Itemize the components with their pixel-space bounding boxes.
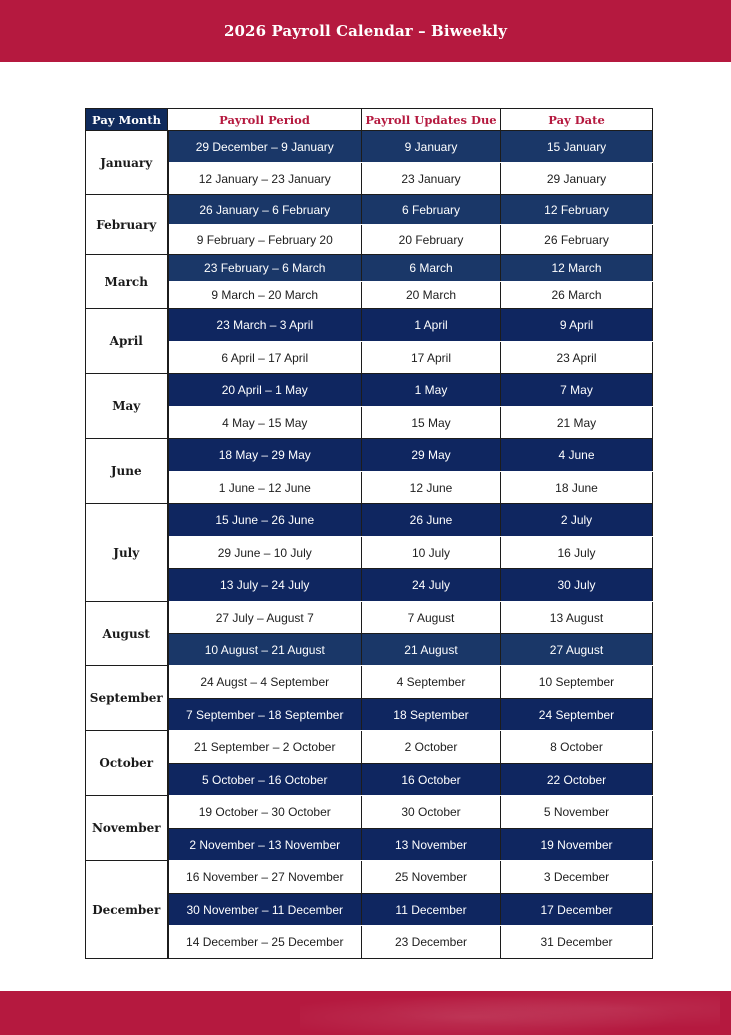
updates-due-cell: 20 February xyxy=(362,225,501,255)
footer-band xyxy=(0,991,731,1035)
updates-due-cell: 4 September xyxy=(362,666,501,699)
table-row xyxy=(86,342,653,374)
table-row xyxy=(86,407,653,439)
table-row xyxy=(86,504,653,537)
pay-date-cell: 17 December xyxy=(501,894,653,926)
page-title: 2026 Payroll Calendar – Biweekly xyxy=(223,22,508,40)
table-row xyxy=(86,731,653,764)
column-header-pay-month: Pay Month xyxy=(86,109,168,131)
month-label: October xyxy=(86,731,168,796)
table-row xyxy=(86,282,653,309)
updates-due-cell: 6 March xyxy=(362,255,501,282)
pay-date-cell: 21 May xyxy=(501,407,653,439)
month-label: November xyxy=(86,796,168,861)
table-row xyxy=(86,439,653,472)
table-row xyxy=(86,537,653,569)
payroll-period-cell: 5 October – 16 October xyxy=(168,764,362,796)
table-row xyxy=(86,309,653,342)
payroll-calendar-table xyxy=(85,108,653,959)
table-row xyxy=(86,699,653,731)
payroll-period-cell: 30 November – 11 December xyxy=(168,894,362,926)
table-row xyxy=(86,926,653,959)
payroll-period-cell: 12 January – 23 January xyxy=(168,163,362,195)
pay-date-cell: 22 October xyxy=(501,764,653,796)
pay-date-cell: 12 March xyxy=(501,255,653,282)
updates-due-cell: 25 November xyxy=(362,861,501,894)
pay-date-cell: 27 August xyxy=(501,634,653,666)
payroll-period-cell: 20 April – 1 May xyxy=(168,374,362,407)
updates-due-cell: 16 October xyxy=(362,764,501,796)
table-row xyxy=(86,131,653,163)
header-banner xyxy=(0,0,731,62)
column-header-updates-due: Payroll Updates Due xyxy=(362,109,501,131)
table-row xyxy=(86,829,653,861)
updates-due-cell: 18 September xyxy=(362,699,501,731)
pay-date-cell: 13 August xyxy=(501,602,653,634)
footer-texture xyxy=(300,991,720,1035)
payroll-period-cell: 21 September – 2 October xyxy=(168,731,362,764)
updates-due-cell: 11 December xyxy=(362,894,501,926)
column-header-pay-date: Pay Date xyxy=(501,109,653,131)
month-label: July xyxy=(86,504,168,602)
month-label: August xyxy=(86,602,168,666)
updates-due-cell: 9 January xyxy=(362,131,501,163)
pay-date-cell: 12 February xyxy=(501,195,653,225)
updates-due-cell: 10 July xyxy=(362,537,501,569)
updates-due-cell: 23 December xyxy=(362,926,501,959)
table-row xyxy=(86,861,653,894)
table-row xyxy=(86,894,653,926)
payroll-period-cell: 27 July – August 7 xyxy=(168,602,362,634)
payroll-period-cell: 7 September – 18 September xyxy=(168,699,362,731)
month-label: January xyxy=(86,131,168,195)
pay-date-cell: 29 January xyxy=(501,163,653,195)
updates-due-cell: 12 June xyxy=(362,472,501,504)
pay-date-cell: 2 July xyxy=(501,504,653,537)
updates-due-cell: 24 July xyxy=(362,569,501,602)
updates-due-cell: 17 April xyxy=(362,342,501,374)
month-label: June xyxy=(86,439,168,504)
month-label: December xyxy=(86,861,168,959)
updates-due-cell: 13 November xyxy=(362,829,501,861)
payroll-period-cell: 26 January – 6 February xyxy=(168,195,362,225)
pay-date-cell: 9 April xyxy=(501,309,653,342)
payroll-period-cell: 29 December – 9 January xyxy=(168,131,362,163)
updates-due-cell: 15 May xyxy=(362,407,501,439)
pay-date-cell: 8 October xyxy=(501,731,653,764)
pay-date-cell: 15 January xyxy=(501,131,653,163)
updates-due-cell: 2 October xyxy=(362,731,501,764)
payroll-period-cell: 10 August – 21 August xyxy=(168,634,362,666)
payroll-period-cell: 23 March – 3 April xyxy=(168,309,362,342)
table-row xyxy=(86,163,653,195)
updates-due-cell: 6 February xyxy=(362,195,501,225)
table-row xyxy=(86,195,653,225)
pay-date-cell: 3 December xyxy=(501,861,653,894)
updates-due-cell: 30 October xyxy=(362,796,501,829)
table-row xyxy=(86,374,653,407)
pay-date-cell: 24 September xyxy=(501,699,653,731)
pay-date-cell: 16 July xyxy=(501,537,653,569)
pay-date-cell: 19 November xyxy=(501,829,653,861)
pay-date-cell: 26 March xyxy=(501,282,653,309)
table-row xyxy=(86,225,653,255)
table-row xyxy=(86,666,653,699)
table-row xyxy=(86,255,653,282)
payroll-period-cell: 18 May – 29 May xyxy=(168,439,362,472)
table-row xyxy=(86,569,653,602)
pay-date-cell: 5 November xyxy=(501,796,653,829)
pay-date-cell: 18 June xyxy=(501,472,653,504)
month-label: March xyxy=(86,255,168,309)
payroll-period-cell: 1 June – 12 June xyxy=(168,472,362,504)
payroll-period-cell: 29 June – 10 July xyxy=(168,537,362,569)
month-label: April xyxy=(86,309,168,374)
pay-date-cell: 4 June xyxy=(501,439,653,472)
pay-date-cell: 30 July xyxy=(501,569,653,602)
pay-date-cell: 10 September xyxy=(501,666,653,699)
pay-date-cell: 23 April xyxy=(501,342,653,374)
table-row xyxy=(86,602,653,634)
updates-due-cell: 26 June xyxy=(362,504,501,537)
month-label: September xyxy=(86,666,168,731)
payroll-period-cell: 14 December – 25 December xyxy=(168,926,362,959)
updates-due-cell: 21 August xyxy=(362,634,501,666)
updates-due-cell: 7 August xyxy=(362,602,501,634)
updates-due-cell: 23 January xyxy=(362,163,501,195)
month-label: February xyxy=(86,195,168,255)
payroll-period-cell: 13 July – 24 July xyxy=(168,569,362,602)
payroll-period-cell: 24 Augst – 4 September xyxy=(168,666,362,699)
table-body xyxy=(86,131,653,959)
updates-due-cell: 20 March xyxy=(362,282,501,309)
column-header-payroll-period: Payroll Period xyxy=(168,109,362,131)
payroll-period-cell: 4 May – 15 May xyxy=(168,407,362,439)
pay-date-cell: 26 February xyxy=(501,225,653,255)
payroll-period-cell: 16 November – 27 November xyxy=(168,861,362,894)
table-row xyxy=(86,796,653,829)
updates-due-cell: 1 April xyxy=(362,309,501,342)
pay-date-cell: 31 December xyxy=(501,926,653,959)
payroll-period-cell: 9 February – February 20 xyxy=(168,225,362,255)
pay-date-cell: 7 May xyxy=(501,374,653,407)
table-header-row xyxy=(86,109,653,131)
payroll-period-cell: 6 April – 17 April xyxy=(168,342,362,374)
payroll-period-cell: 19 October – 30 October xyxy=(168,796,362,829)
payroll-period-cell: 9 March – 20 March xyxy=(168,282,362,309)
updates-due-cell: 1 May xyxy=(362,374,501,407)
updates-due-cell: 29 May xyxy=(362,439,501,472)
table-row xyxy=(86,634,653,666)
table-row xyxy=(86,472,653,504)
payroll-period-cell: 2 November – 13 November xyxy=(168,829,362,861)
table-row xyxy=(86,764,653,796)
month-label: May xyxy=(86,374,168,439)
payroll-period-cell: 15 June – 26 June xyxy=(168,504,362,537)
payroll-period-cell: 23 February – 6 March xyxy=(168,255,362,282)
